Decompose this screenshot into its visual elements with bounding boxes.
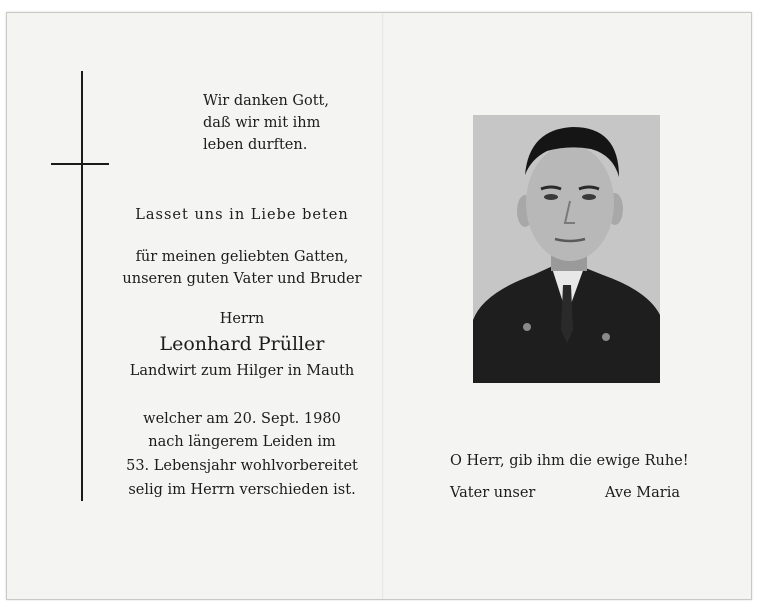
deceased-name: Leonhard Prüller (159, 333, 325, 355)
eternal-rest-prayer: O Herr, gib ihm die ewige Ruhe! (450, 453, 689, 469)
memorial-card (6, 12, 752, 600)
prayer-heading: Lasset uns in Liebe beten (135, 207, 349, 223)
portrait-photo (473, 115, 660, 383)
cross-horizontal-bar (51, 163, 109, 165)
death-line-1: welcher am 20. Sept. 1980 (143, 411, 341, 427)
dedication-line-1: Wir danken Gott, (203, 93, 329, 109)
dedication-line-3: leben durften. (203, 137, 308, 153)
death-line-2: nach längerem Leiden im (148, 434, 336, 450)
death-line-4: selig im Herrn verschieden ist. (128, 482, 356, 498)
prayer-ave-maria: Ave Maria (605, 485, 680, 501)
dedication-line-2: daß wir mit ihm (203, 115, 321, 131)
death-line-3: 53. Lebensjahr wohlvorbereitet (126, 458, 358, 474)
prayer-vater-unser: Vater unser (450, 485, 536, 501)
salutation: Herrn (219, 311, 265, 327)
relation-line-1: für meinen geliebten Gatten, (135, 249, 349, 265)
card-fold (382, 13, 384, 599)
relation-line-2: unseren guten Vater und Bruder (122, 271, 362, 287)
cross-vertical-bar (81, 71, 83, 501)
occupation: Landwirt zum Hilger in Mauth (129, 363, 355, 379)
